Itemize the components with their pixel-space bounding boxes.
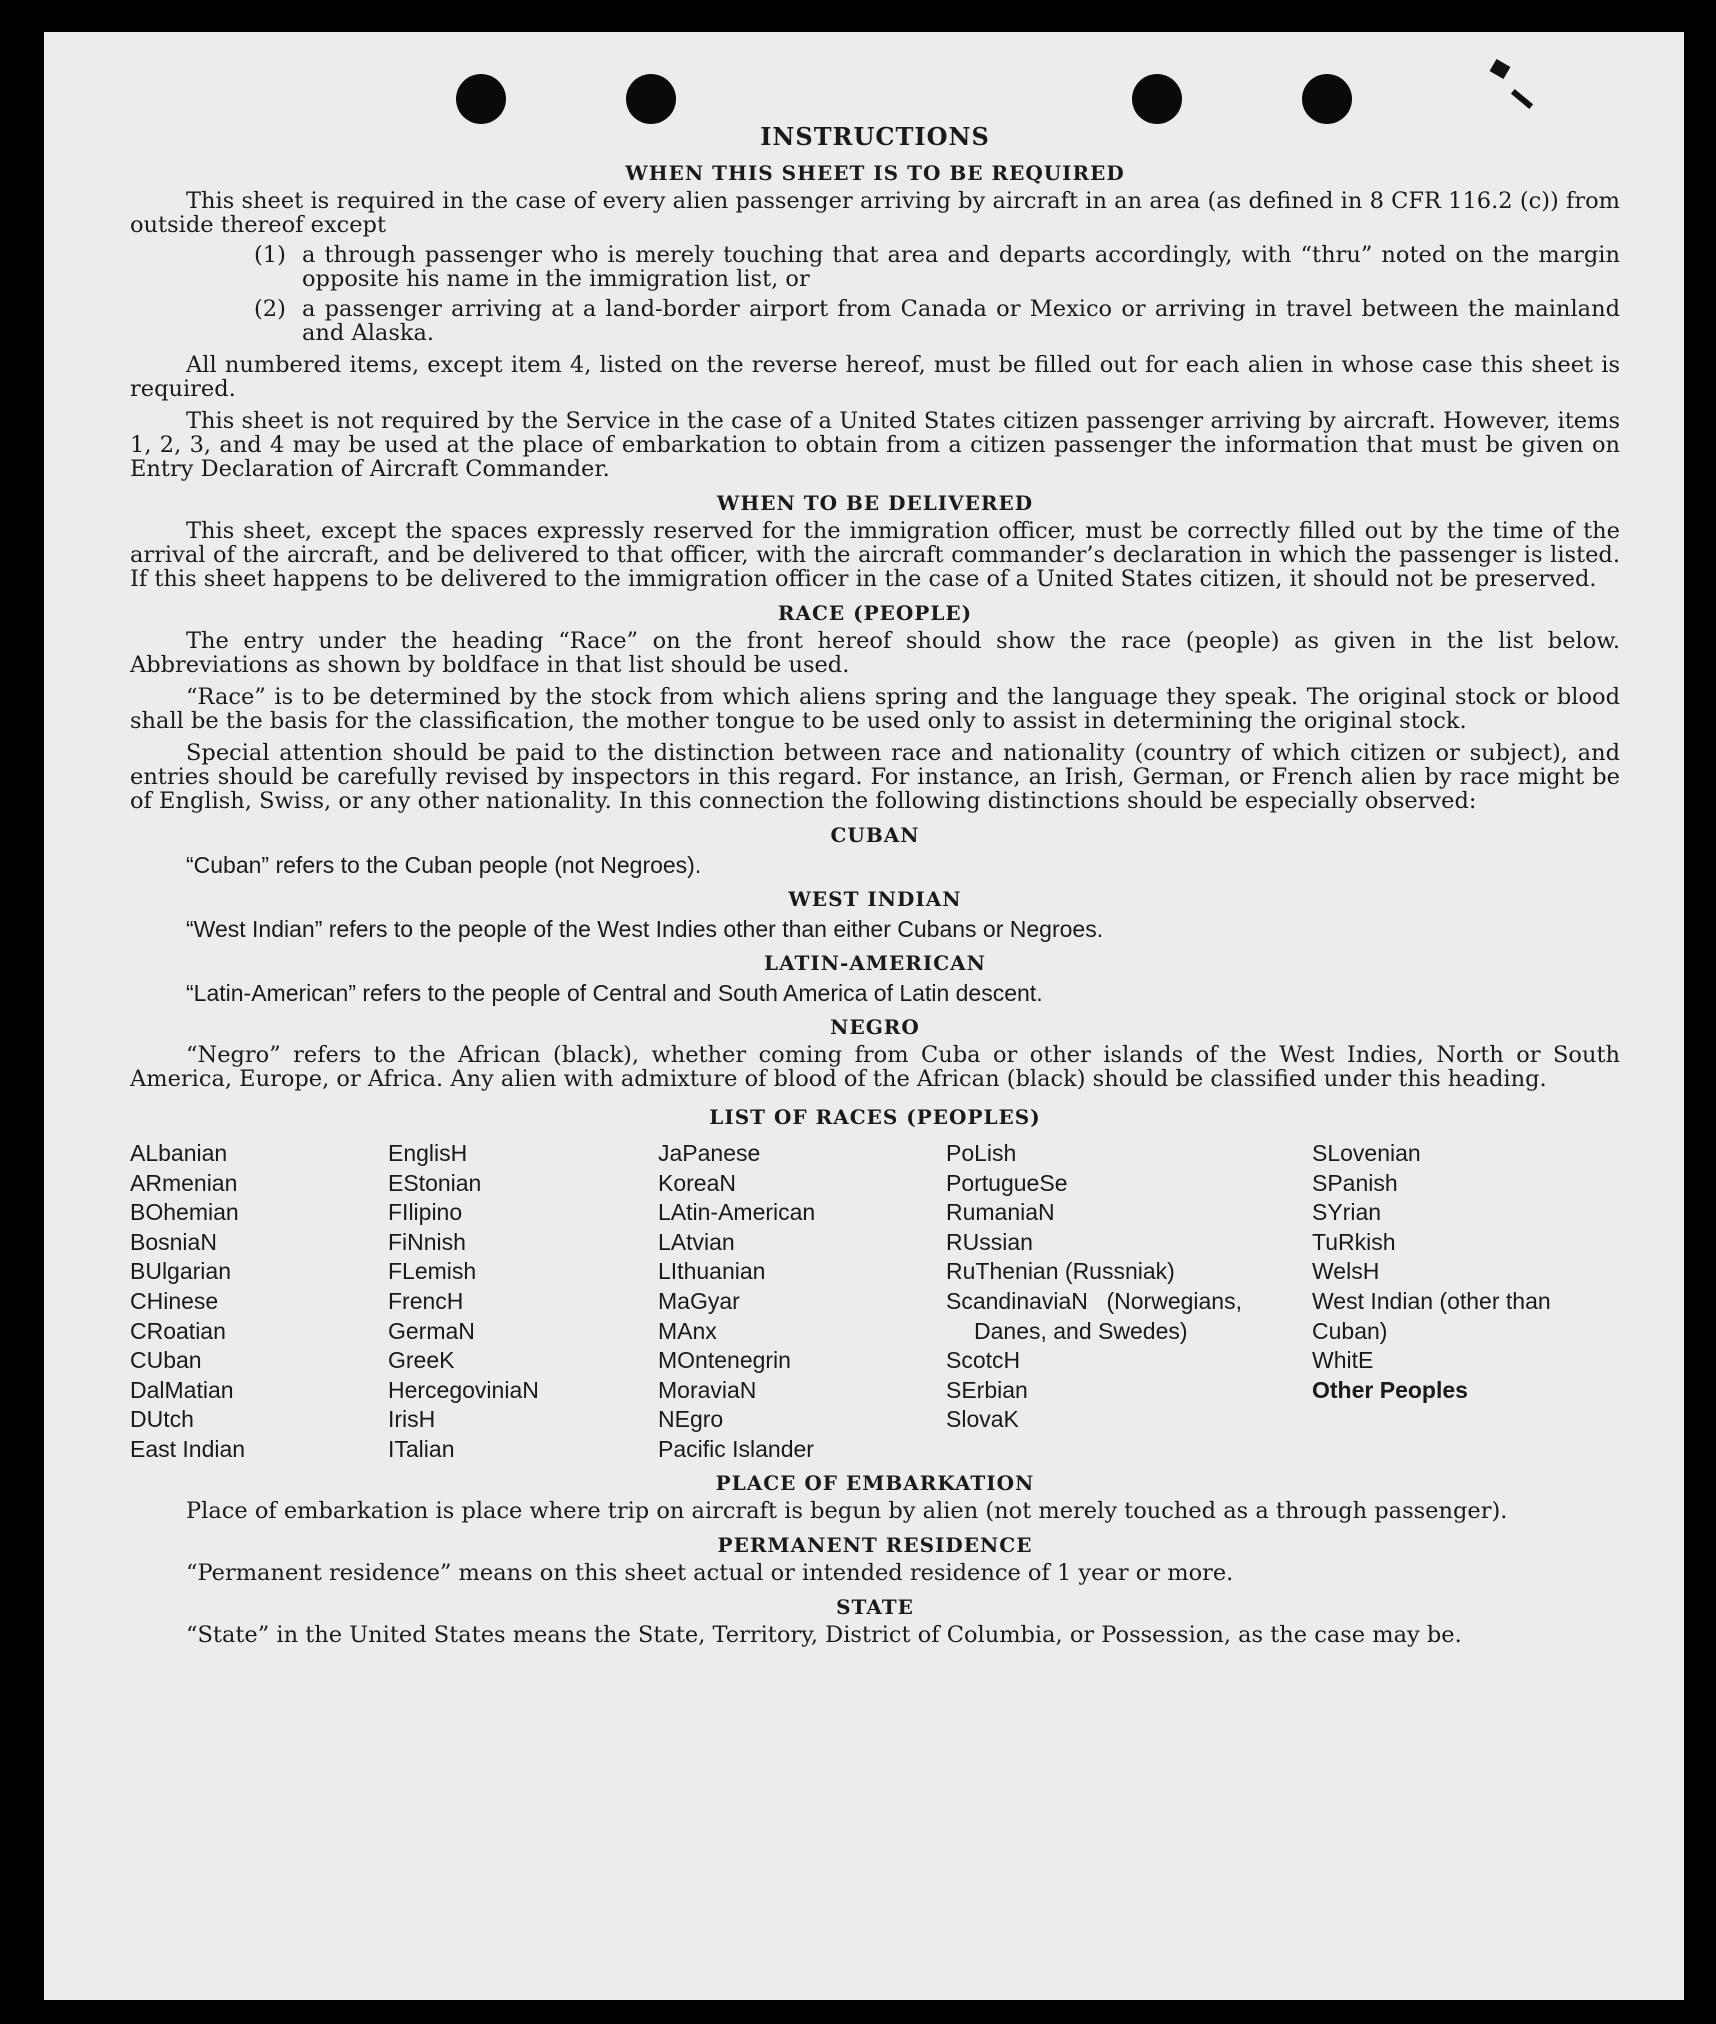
paragraph: “Negro” refers to the African (black), whether coming from Cuba or other islands of the West Indies, North or South America, Europe, or Africa. Any alien with admixture of blood of the African (black) should be classified under this heading. (130, 1042, 1620, 1092)
paragraph: “State” in the United States means the State, Territory, District of Columbia, or Possession, as the case may be. (186, 1621, 1462, 1648)
race-entry: ALbanian (130, 1140, 228, 1166)
section-heading: PERMANENT RESIDENCE (717, 1532, 1033, 1557)
race-entry: SLovenian (1312, 1140, 1421, 1166)
race-entry: ScandinaviaN (Norwegians, Danes, and Swedes) (946, 1287, 1242, 1344)
item-text: a through passenger who is merely touching that area and departs accordingly, with “thru” noted on the margin opposite his name in the immigration list, or (302, 242, 1620, 292)
section-heading: LATIN-AMERICAN (764, 951, 986, 975)
paragraph: Place of embarkation is place where trip on aircraft is begun by alien (not merely touched as a through passenger). (186, 1497, 1508, 1524)
race-entry: RUssian (946, 1228, 1033, 1255)
race-entry: LIthuanian (658, 1258, 766, 1285)
list-item (130, 297, 1620, 345)
paragraph: “Race” is to be determined by the stock from which aliens spring and the language they speak. The original stock or blood shall be the basis for the classification, the mother tongue to be used only to assist in determining the original stock. (130, 684, 1620, 734)
race-entry: IrisH (388, 1406, 436, 1433)
race-list (130, 1139, 1620, 1465)
race-column (130, 1139, 388, 1465)
race-entry: BUlgarian (130, 1258, 231, 1285)
race-entry: MoraviaN (658, 1376, 757, 1403)
document-page (44, 32, 1684, 2000)
paragraph: This sheet, except the spaces expressly reserved for the immigration officer, must be correctly filled out by the time of the arrival of the aircraft, and be delivered to that officer, with the aircraft commander’s declaration in which the passenger is listed. If this sheet happens to be delivered to the immigration officer in the case of a United States citizen, it should not be preserved. (130, 518, 1620, 592)
race-column (1312, 1139, 1582, 1465)
section-heading: WEST INDIAN (788, 887, 962, 911)
race-entry: CHinese (130, 1287, 219, 1314)
race-entry: EnglisH (388, 1140, 468, 1166)
race-entry: PortugueSe (946, 1169, 1068, 1196)
race-column (658, 1139, 946, 1465)
race-entry: SlovaK (946, 1406, 1019, 1433)
race-entry: ScotcH (946, 1347, 1021, 1374)
paragraph: All numbered items, except item 4, listed on the reverse hereof, must be filled out for each alien in whose case this sheet is required. (130, 352, 1620, 402)
section-heading: RACE (PEOPLE) (777, 601, 973, 625)
race-entry: JaPanese (658, 1140, 761, 1166)
race-entry: HercegoviniaN (388, 1376, 539, 1403)
section-heading: PLACE OF EMBARKATION (715, 1470, 1035, 1495)
race-column (946, 1139, 1242, 1465)
race-entry: GreeK (388, 1347, 455, 1374)
paragraph: This sheet is not required by the Service in the case of a United States citizen passenger arriving by aircraft. However, items 1, 2, 3, and 4 may be used at the place of embarkation to obtain from a citizen passenger the information that must be given on Entry Declaration of Aircraft Commander. (130, 408, 1620, 482)
race-entry: DalMatian (130, 1376, 234, 1403)
paragraph: “West Indian” refers to the people of the West Indies other than either Cubans or Negroes. (186, 916, 1104, 942)
page-title: INSTRUCTIONS (760, 122, 990, 151)
paragraph: “Permanent residence” means on this sheet actual or intended residence of 1 year or more. (186, 1559, 1234, 1586)
race-entry: SYrian (1312, 1199, 1382, 1226)
paragraph: This sheet is required in the case of every alien passenger arriving by aircraft in an area (as defined in 8 CFR 116.2 (c)) from outside thereof except (130, 188, 1620, 238)
race-entry: TuRkish (1312, 1228, 1396, 1255)
race-entry: FrencH (388, 1287, 464, 1314)
race-entry: FIlipino (388, 1199, 463, 1226)
race-entry: GermaN (388, 1317, 475, 1344)
race-entry: West Indian (other than Cuban) (1312, 1287, 1551, 1344)
section-heading: STATE (836, 1594, 914, 1619)
race-entry: MaGyar (658, 1287, 740, 1314)
section-heading: WHEN TO BE DELIVERED (716, 491, 1034, 515)
race-entry: RuThenian (Russniak) (946, 1258, 1175, 1285)
race-entry: KoreaN (658, 1169, 736, 1196)
section-heading: WHEN THIS SHEET IS TO BE REQUIRED (625, 161, 1125, 185)
item-text: a passenger arriving at a land-border airport from Canada or Mexico or arriving in travel between the mainland and Alaska. (302, 296, 1620, 346)
list-item (130, 243, 1620, 291)
race-entry: Pacific Islander (658, 1435, 814, 1462)
race-column (388, 1139, 658, 1465)
race-entry: FLemish (388, 1258, 477, 1285)
race-entry: SErbian (946, 1376, 1028, 1403)
race-entry: WelsH (1312, 1258, 1380, 1285)
race-entry: BosniaN (130, 1228, 217, 1255)
paragraph: “Cuban” refers to the Cuban people (not Negroes). (186, 852, 702, 878)
race-entry: LAtvian (658, 1228, 735, 1255)
race-entry: MOntenegrin (658, 1347, 791, 1374)
race-entry: MAnx (658, 1317, 717, 1344)
race-entry: DUtch (130, 1406, 194, 1433)
paragraph: The entry under the heading “Race” on the front hereof should show the race (people) as given in the list below. Abbreviations as shown by boldface in that list should be used. (130, 628, 1620, 678)
section-heading: CUBAN (830, 823, 920, 847)
race-entry: LAtin-American (658, 1199, 816, 1226)
section-heading: NEGRO (830, 1015, 920, 1039)
race-entry: RumaniaN (946, 1199, 1055, 1226)
section-heading: LIST OF RACES (PEOPLES) (709, 1105, 1041, 1129)
race-entry: PoLish (946, 1140, 1017, 1166)
item-number: (1) (254, 242, 286, 268)
race-entry: ARmenian (130, 1169, 238, 1196)
item-number: (2) (254, 296, 286, 322)
paragraph: Special attention should be paid to the distinction between race and nationality (country of which citizen or subject), and entries should be carefully revised by inspectors in this regard. For instance, an Irish, German, or French alien by race might be of English, Swiss, or any other nationality. In this connection the following distinctions should be especially observed: (130, 740, 1620, 814)
race-entry: East Indian (130, 1435, 246, 1462)
race-entry: ITalian (388, 1435, 455, 1462)
race-entry: BOhemian (130, 1199, 239, 1226)
paragraph: “Latin-American” refers to the people of Central and South America of Latin descent. (186, 980, 1043, 1006)
race-entry: CUban (130, 1347, 202, 1374)
race-entry: FiNnish (388, 1228, 466, 1255)
ink-speck (1490, 59, 1511, 79)
race-entry: CRoatian (130, 1317, 226, 1344)
race-entry: Other Peoples (1312, 1376, 1468, 1403)
race-entry: SPanish (1312, 1169, 1398, 1196)
race-entry: WhitE (1312, 1347, 1374, 1374)
race-entry: NEgro (658, 1406, 724, 1433)
race-entry: EStonian (388, 1169, 482, 1196)
